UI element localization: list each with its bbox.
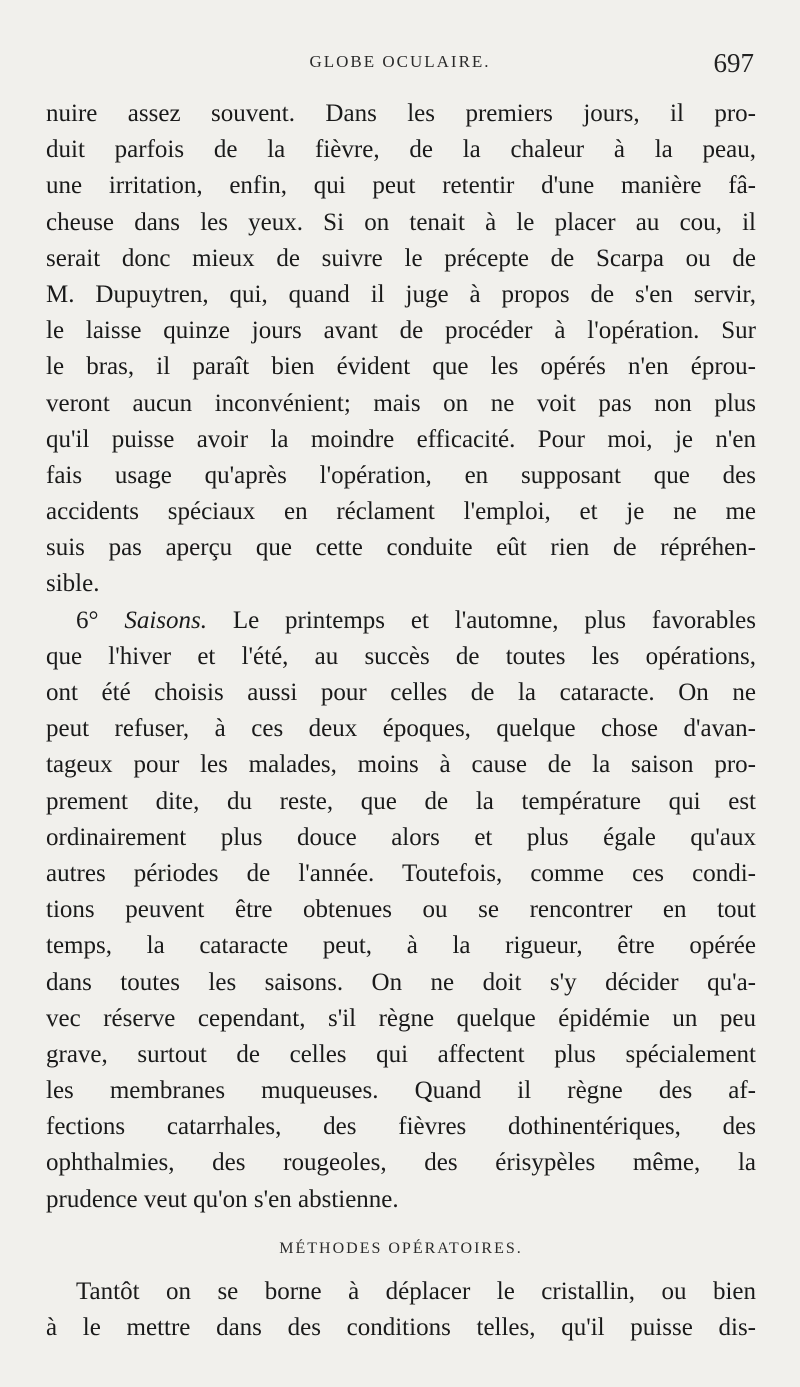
text-line: tions peuvent être obtenues ou se rencontrer en tout [46,896,756,924]
text-line: qu'il puisse avoir la moindre efficacité. Pour moi, je n'en [46,425,756,453]
text-line: le laisse quinze jours avant de procéder à l'opération. Sur [46,317,756,345]
text-line: suis pas aperçu que cette conduite eût rien de répréhen- [46,534,756,562]
text-line: duit parfois de la fièvre, de la chaleur à la peau, [46,136,756,164]
text-line: temps, la cataracte peut, à la rigueur, être opérée [46,932,756,960]
text-line: les membranes muqueuses. Quand il règne des af- [46,1077,756,1105]
text-line: sible. [46,570,100,598]
section-number: 6° [76,606,99,634]
running-title: GLOBE OCULAIRE. [309,52,491,71]
paragraph-3 [46,1274,756,1346]
text-line: le bras, il paraît bien évident que les opérés n'en éprou- [46,353,756,381]
body-text [46,96,756,1346]
page-number: 697 [713,48,754,78]
text-line: ordinairement plus douce alors et plus égale qu'aux [46,823,756,851]
section-title: MÉTHODES OPÉRATOIRES. [279,1239,523,1257]
text-line: veront aucun inconvénient; mais on ne voit pas non plus [46,389,756,417]
text-line: peut refuser, à ces deux époques, quelque chose d'avan- [46,715,756,743]
paragraph-1 [46,96,756,603]
running-head [0,48,800,78]
text-line: prudence veut qu'on s'en abstienne. [46,1185,399,1213]
text-line: ophthalmies, des rougeoles, des érisypèles même, la [46,1149,756,1177]
text-line: fais usage qu'après l'opération, en supposant que des [46,461,756,489]
text-line: cheuse dans les yeux. Si on tenait à le placer au cou, il [46,208,756,236]
text-line: M. Dupuytren, qui, quand il juge à propos de s'en servir, [46,280,756,308]
text-line: fections catarrhales, des fièvres dothinentériques, des [46,1113,756,1141]
text-line: vec réserve cependant, s'il règne quelque épidémie un peu [46,1004,756,1032]
text-line: une irritation, enfin, qui peut retentir d'une manière fâ- [46,172,756,200]
text-run: Le printemps et l'automne, plus favorables [207,606,756,634]
text-line: autres périodes de l'année. Toutefois, comme ces condi- [46,859,756,887]
paragraph-2 [46,603,756,1218]
text-line: dans toutes les saisons. On ne doit s'y décider qu'a- [46,968,756,996]
text-line: prement dite, du reste, que de la température qui est [46,787,756,815]
text-line: à le mettre dans des conditions telles, qu'il puisse dis- [46,1314,756,1341]
text-line: serait donc mieux de suivre le précepte de Scarpa ou de [46,244,756,272]
text-line: nuire assez souvent. Dans les premiers jours, il pro- [46,100,756,127]
text-line: accidents spéciaux en réclament l'emploi, et je ne me [46,498,756,526]
text-line: Tantôt on se borne à déplacer le cristallin, ou bien [76,1277,756,1305]
text-line: grave, surtout de celles qui affectent plus spécialement [46,1040,756,1068]
text-line: ont été choisis aussi pour celles de la cataracte. On ne [46,679,756,706]
paragraph-2-first-line [46,603,756,639]
text-line: que l'hiver et l'été, au succès de toutes les opérations, [46,642,756,670]
text-line: tageux pour les malades, moins à cause de la saison pro- [46,751,756,779]
section-heading-italic: Saisons. [124,606,207,634]
